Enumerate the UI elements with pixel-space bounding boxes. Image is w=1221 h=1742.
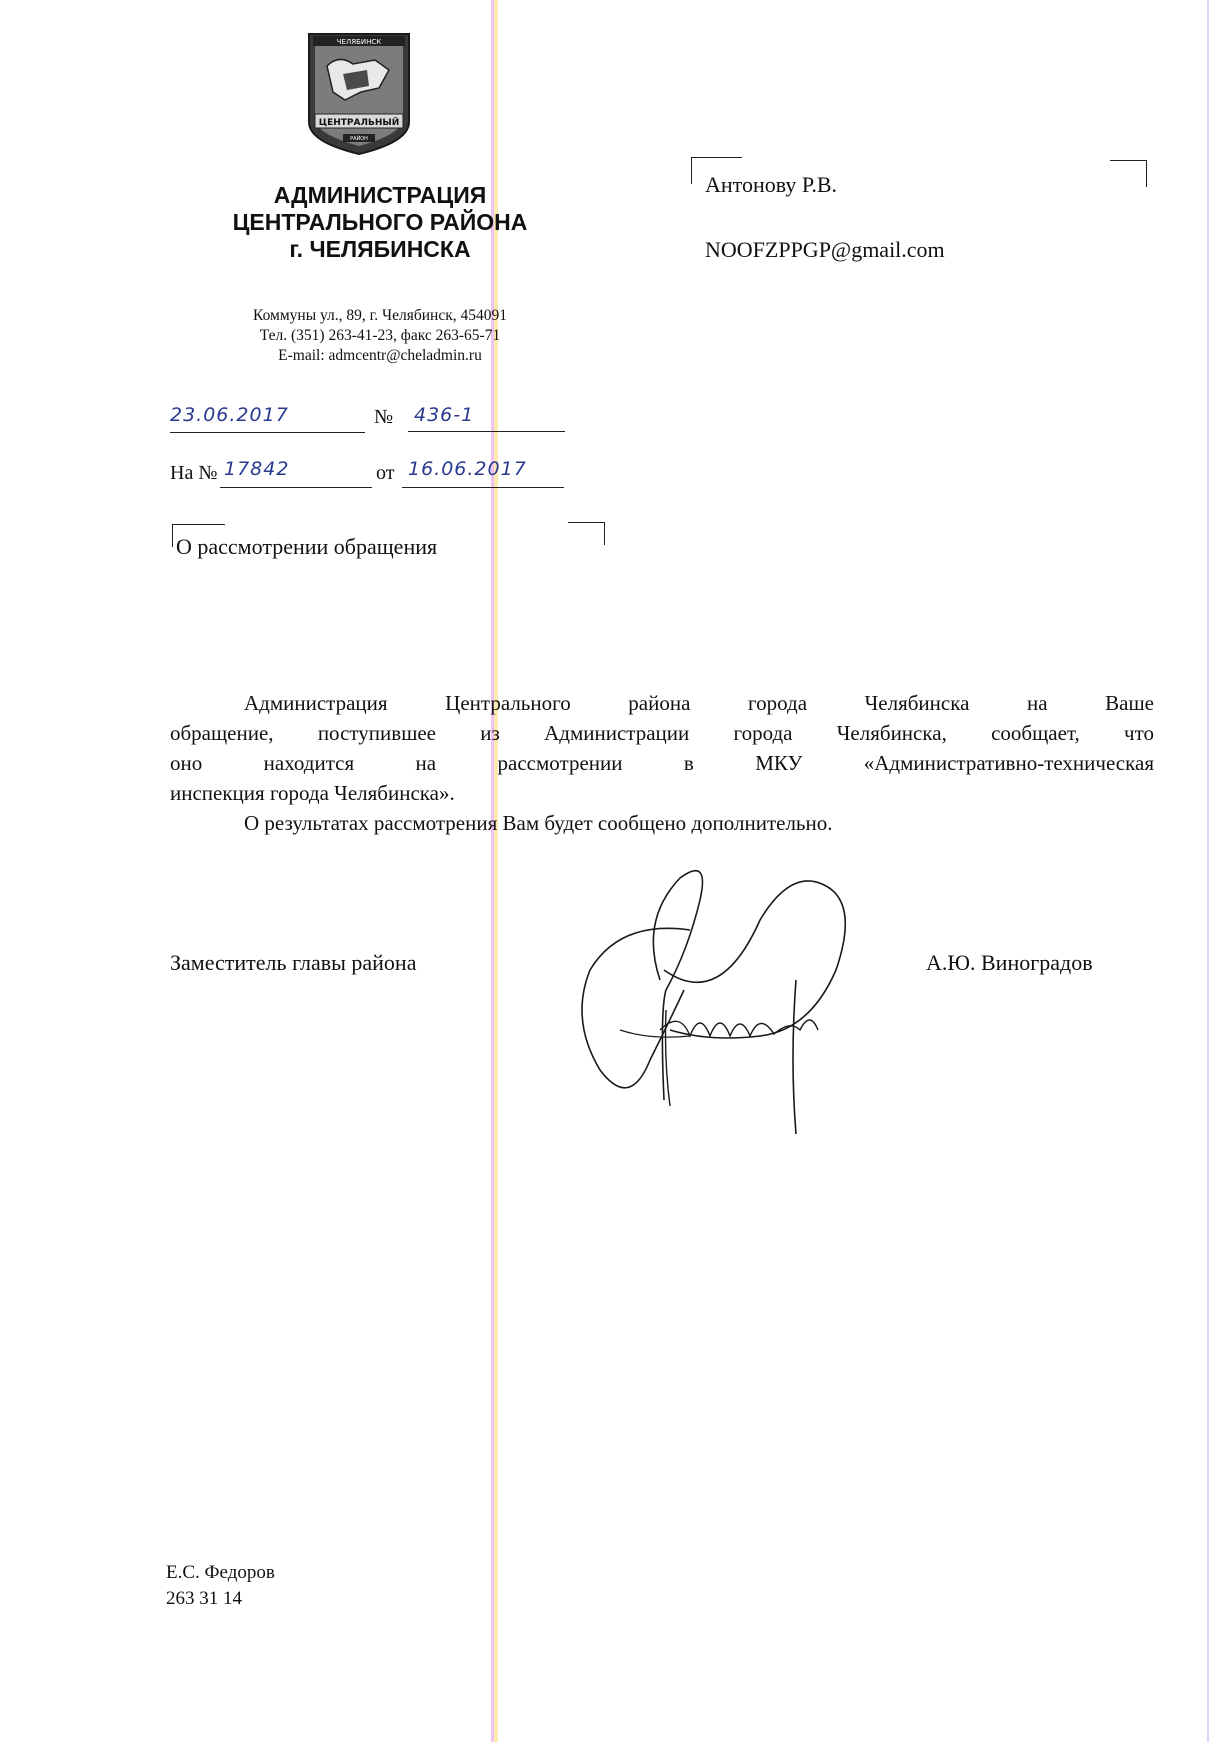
in-reply-number: 17842 [220, 458, 372, 488]
scan-artifact-blue-line [1207, 0, 1209, 1742]
org-contacts [170, 306, 590, 366]
signature-icon [560, 860, 940, 1150]
in-reply-number-label: На № [170, 462, 218, 484]
body-line-2: обращение, поступившее из Администрации города Челябинска, сообщает, что [170, 721, 1154, 745]
org-email: E-mail: admcentr@cheladmin.ru [278, 347, 482, 364]
body-line-3: оно находится на рассмотрении в МКУ «Административно-техническая [170, 751, 1154, 775]
org-phone: Тел. (351) 263-41-23, факс 263-65-71 [259, 327, 501, 344]
registration-number-label: № [374, 406, 394, 428]
registration-line [170, 404, 565, 434]
recipient-name: Антонову Р.В. [705, 172, 838, 197]
district-emblem [303, 26, 415, 158]
in-reply-line [170, 458, 565, 488]
executor-phone: 263 31 14 [166, 1588, 242, 1609]
letter-subject: О рассмотрении обращения [176, 534, 438, 559]
executor-name: Е.С. Федоров [166, 1562, 275, 1583]
registration-number: 436-1 [408, 404, 565, 432]
emblem-bottom-text: РАЙОН [350, 136, 368, 142]
body-line-1: Администрация Центрального района города Челябинска на Ваше [244, 691, 1154, 715]
in-reply-from-label: от [376, 462, 395, 484]
body-line-4: инспекция города Челябинска». [170, 781, 455, 805]
executor-info [166, 1560, 275, 1612]
emblem-top-text: ЧЕЛЯБИНСК [336, 38, 382, 46]
in-reply-date: 16.06.2017 [402, 458, 564, 488]
subject-corner-right [568, 522, 605, 545]
body-paragraph-2: О результатах рассмотрения Вам будет сообщено дополнительно. [244, 811, 833, 835]
handwritten-signature [560, 860, 940, 1150]
org-title-line-3: г. ЧЕЛЯБИНСКА [289, 236, 471, 262]
emblem-band-text: ЦЕНТРАЛЬНЫЙ [318, 118, 400, 128]
signatory-position: Заместитель главы района [170, 950, 417, 975]
org-title-line-1: АДМИНИСТРАЦИЯ [273, 182, 487, 208]
org-title-line-2: ЦЕНТРАЛЬНОГО РАЙОНА [232, 209, 528, 235]
org-address: Коммуны ул., 89, г. Челябинск, 454091 [253, 307, 507, 324]
recipient-corner-right [1110, 160, 1147, 187]
registration-date: 23.06.2017 [170, 404, 365, 433]
org-title [180, 182, 580, 263]
recipient-email: NOOFZPPGP@gmail.com [705, 237, 945, 262]
signatory-name: А.Ю. Виноградов [926, 950, 1093, 975]
emblem-icon [303, 26, 415, 158]
letter-body [170, 688, 1154, 838]
